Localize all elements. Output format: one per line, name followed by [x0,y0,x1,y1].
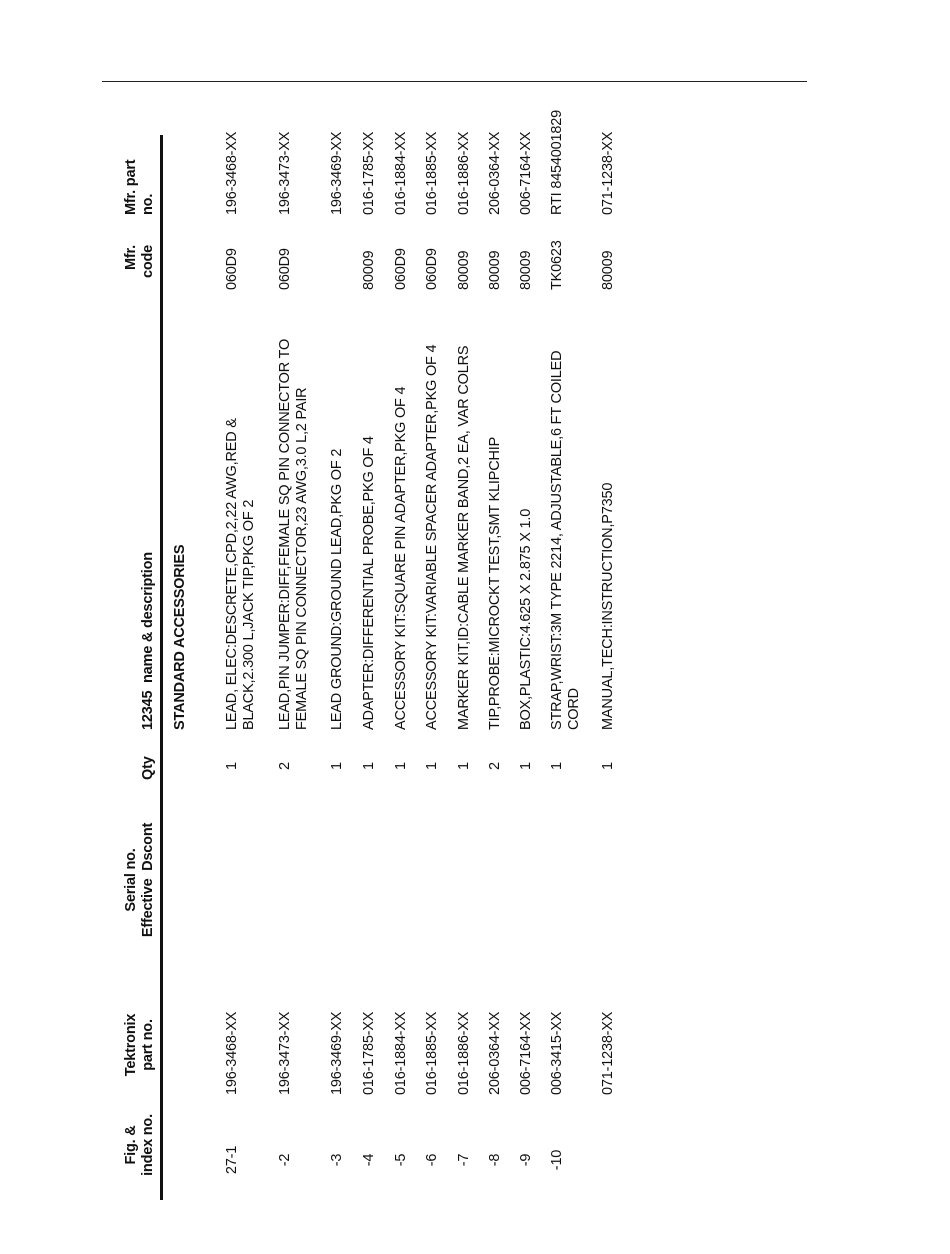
header-code-line2: code [140,245,156,279]
header-tek-line2: part no. [140,1019,156,1071]
header-rule [160,135,163,1200]
mfr-part-no: 016-1884-XX [393,131,409,215]
qty: 1 [518,762,534,770]
description: TIP,PROBE:MICROCKT TEST,SMT KLIPCHIP [487,436,503,730]
description: LEAD,PIN JUMPER:DIFF,FEMALE SQ PIN CONNECTOR TO FEMALE SQ PIN CONNECTOR,23 AWG,3.0 L,2 PAIR [277,338,310,730]
tektronix-part-no: 196-3469-XX [329,1011,345,1095]
mfr-code: 060D9 [424,248,440,290]
header-fig-line1: Fig. & [123,1125,139,1165]
mfr-part-no: 006-7164-XX [518,131,534,215]
description: ADAPTER:DIFFERENTIAL PROBE,PKG OF 4 [361,436,377,730]
fig-index: -2 [277,1153,293,1167]
mfr-code: 80009 [361,250,377,290]
mfr-code: 060D9 [277,248,293,290]
description: ACCESSORY KIT:SQUARE PIN ADAPTER,PKG OF 4 [393,386,409,730]
mfr-code: 060D9 [393,248,409,290]
mfr-code: 80009 [600,250,616,290]
mfr-part-no: 071-1238-XX [600,131,616,215]
header-tektronix-part [123,990,157,1100]
description: MANUAL,TECH:INSTRUCTION,P7350 [600,482,616,730]
tektronix-part-no: 071-1238-XX [600,1011,616,1095]
description: LEAD, ELEC:DESCRETE,CPD,2,22 AWG,RED & BLACK,2.300 L,JACK TIP,PKG OF 2 [224,418,257,730]
header-mfr-part-no: Mfr. part no. [123,159,156,215]
mfr-part-no: 016-1885-XX [424,131,440,215]
mfr-part-no: 016-1886-XX [456,131,472,215]
header-tek-line1: Tektronix [123,1013,139,1077]
mfr-part-no: 016-1785-XX [361,131,377,215]
description: MARKER KIT,ID:CABLE MARKER BAND,2 EA, VAR COLRS [456,345,472,730]
mfr-part-no: 196-3468-XX [224,131,240,215]
parts-list-table [100,110,620,1200]
mfr-code: 80009 [518,250,534,290]
qty: 1 [393,762,409,770]
fig-index: -6 [424,1153,440,1167]
tektronix-part-no: 206-0364-XX [487,1011,503,1095]
fig-index: 27-1 [224,1145,240,1175]
mfr-part-no: RTI 8454001829 [549,110,565,215]
description: BOX,PLASTIC:4.625 X 2.875 X 1.0 [518,508,534,730]
description: LEAD GROUND:GROUND LEAD,PKG OF 2 [329,448,345,730]
tektronix-part-no: 006-3415-XX [549,1011,565,1095]
fig-index: -8 [487,1153,503,1167]
mfr-part-no: 196-3469-XX [329,131,345,215]
header-fig-line2: index no. [140,1114,156,1176]
section-title: STANDARD ACCESSORIES [172,544,188,730]
fig-index: -7 [456,1153,472,1167]
header-fig-index [123,1110,157,1180]
tektronix-part-no: 016-1785-XX [361,1011,377,1095]
table-header [100,135,164,1200]
fig-index: -9 [518,1153,534,1167]
page-top-rule [102,81,807,82]
qty: 2 [487,762,503,770]
fig-index: -5 [393,1153,409,1167]
mfr-code: 80009 [487,250,503,290]
header-serial-line1: Serial no. [123,848,139,912]
qty: 1 [549,762,565,770]
header-mfr-code [123,245,157,295]
description: ACCESSORY KIT:VARIABLE SPACER ADAPTER,PKG OF 4 [424,344,440,730]
tektronix-part-no: 196-3473-XX [277,1011,293,1095]
qty: 1 [424,762,440,770]
tektronix-part-no: 016-1885-XX [424,1011,440,1095]
fig-index: -4 [361,1153,377,1167]
mfr-code: 80009 [456,250,472,290]
tektronix-part-no: 016-1884-XX [393,1011,409,1095]
header-name-description: 12345 name & description [140,552,156,730]
fig-index: -3 [329,1153,345,1167]
qty: 1 [361,762,377,770]
mfr-code: 060D9 [224,248,240,290]
qty: 1 [224,762,240,770]
header-code-line1: Mfr. [123,245,139,270]
qty: 1 [456,762,472,770]
tektronix-part-no: 006-7164-XX [518,1011,534,1095]
fig-index: -10 [549,1149,565,1171]
mfr-code: TK0623 [549,240,565,290]
tektronix-part-no: 016-1886-XX [456,1011,472,1095]
tektronix-part-no: 196-3468-XX [224,1011,240,1095]
qty: 1 [329,762,345,770]
header-serial-line2: Effective Dscont [140,822,156,938]
description: STRAP,WRIST:3M TYPE 2214, ADJUSTABLE,6 FT COILED CORD [549,350,582,730]
qty: 1 [600,762,616,770]
mfr-part-no: 196-3473-XX [277,131,293,215]
mfr-part-no: 206-0364-XX [487,131,503,215]
header-serial-no [123,810,157,950]
qty: 2 [277,762,293,770]
header-qty: Qty [140,756,156,780]
